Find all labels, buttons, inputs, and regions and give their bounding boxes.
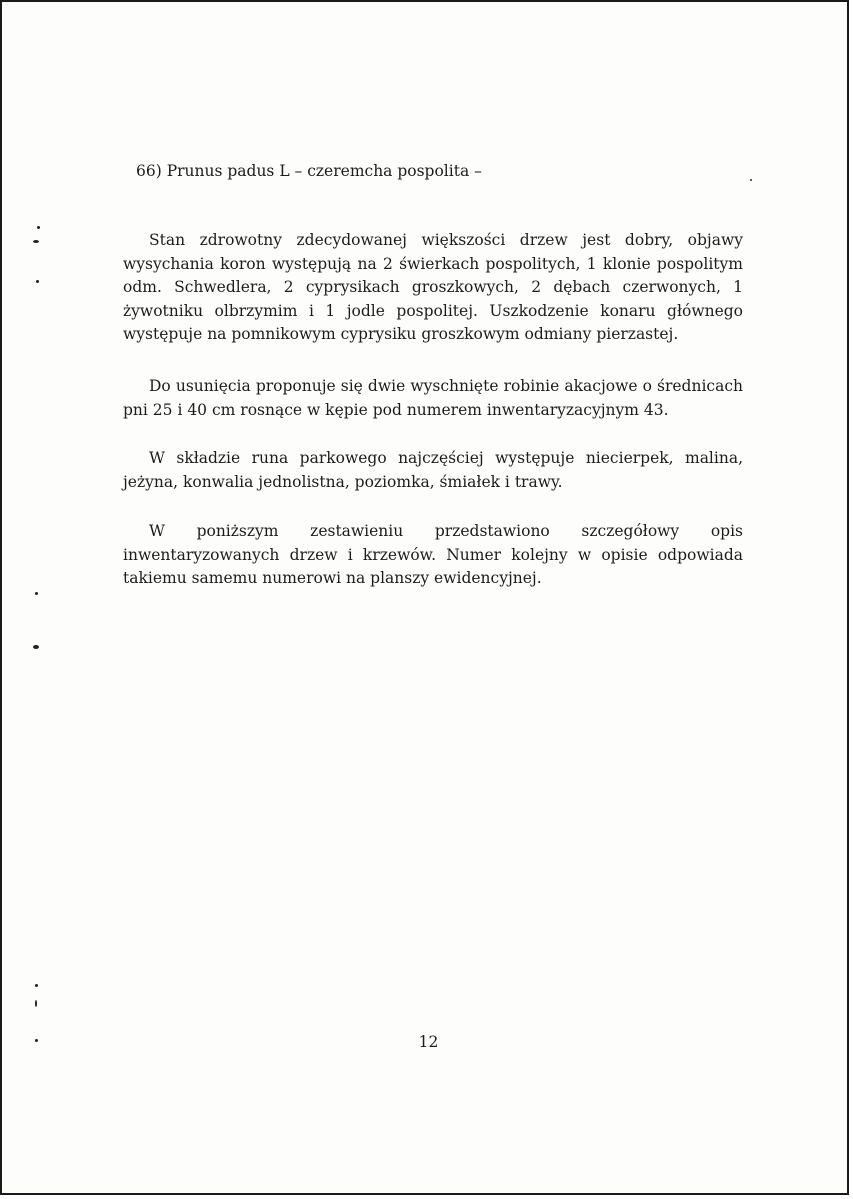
paragraph-undergrowth — [123, 447, 743, 494]
paragraph-text: W składzie runa parkowego najczęściej występuje niecierpek, malina, jeżyna, konwalia jednolistna, poziomka, śmiałek i trawy. — [123, 449, 743, 491]
scan-speck — [36, 280, 39, 283]
scan-speck — [35, 592, 38, 595]
scan-speck — [33, 240, 39, 243]
scan-speck — [33, 645, 39, 649]
scan-speck — [35, 1039, 38, 1042]
scan-speck — [35, 1000, 37, 1007]
scan-speck — [37, 226, 40, 229]
paragraph-text: Stan zdrowotny zdecydowanej większości drzew jest dobry, objawy wysychania koron występują na 2 świerkach pospolitych, 1 klonie pospolitym odm. Schwedlera, 2 cyprysikach groszkowych, 2 dębach czerwonych, 1 żywotniku olbrzymim i 1 jodle pospolitej. Uszkodzenie konaru głównego występuje na pomnikowym cyprysiku groszkowym odmiany pierzastej. — [123, 231, 743, 343]
paragraph-removal-proposal — [123, 375, 743, 422]
paragraph-health-status — [123, 229, 743, 347]
page-number: 12 — [418, 1033, 439, 1051]
paragraph-text: W poniższym zestawieniu przedstawiono szczegółowy opis inwentaryzowanych drzew i krzewów. Numer kolejny w opisie odpowiada takiemu samemu numerowi na planszy ewidencyjnej. — [123, 522, 743, 587]
scan-speck — [750, 179, 752, 181]
item-heading: 66) Prunus padus L – czeremcha pospolita – — [136, 162, 482, 180]
paragraph-inventory-note — [123, 520, 743, 591]
paragraph-text: Do usunięcia proponuje się dwie wyschnięte robinie akacjowe o średnicach pni 25 i 40 cm rosnące w kępie pod numerem inwentaryzacyjnym 43. — [123, 377, 743, 419]
scan-speck — [35, 984, 38, 987]
